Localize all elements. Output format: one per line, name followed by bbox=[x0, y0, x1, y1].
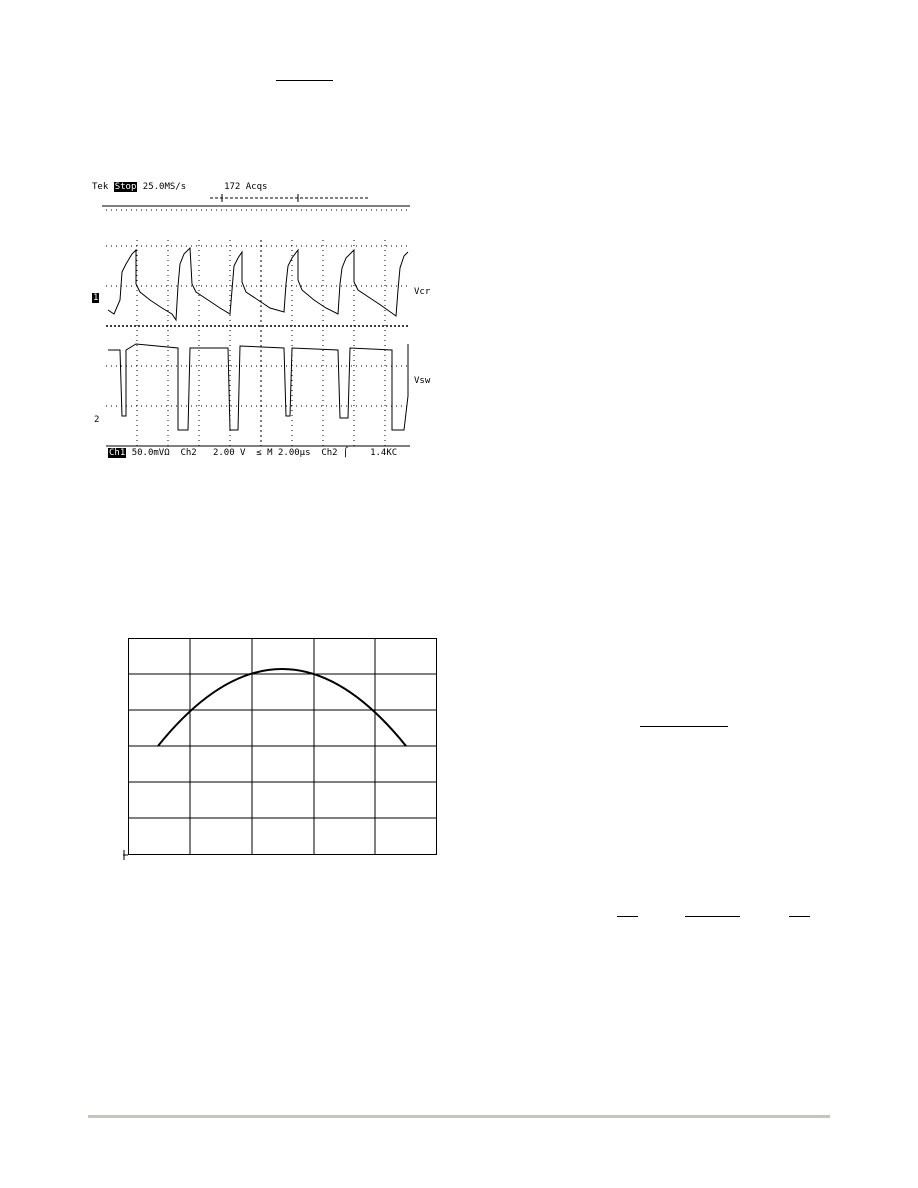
oscilloscope-capture bbox=[92, 180, 432, 462]
arc-curve bbox=[158, 669, 406, 746]
arc-plot-svg bbox=[118, 632, 443, 864]
fraction-bar-a bbox=[617, 916, 638, 917]
trace-vsw bbox=[108, 344, 408, 430]
trace1-label: Vcr bbox=[414, 287, 431, 297]
ch2-marker: 2 bbox=[94, 415, 100, 425]
scope-acqs: 172 Acqs bbox=[224, 182, 268, 192]
footer-ch1: Ch1 bbox=[109, 448, 126, 458]
fraction-bar-mid bbox=[640, 726, 728, 727]
fraction-bar-c bbox=[789, 916, 810, 917]
ch1-marker: 1 bbox=[93, 293, 99, 303]
scope-brand: Tek bbox=[92, 182, 109, 192]
trace2-label: Vsw bbox=[414, 376, 431, 386]
fraction-bar-top bbox=[276, 80, 333, 81]
scope-status: Stop bbox=[114, 182, 137, 192]
oscilloscope-graticule bbox=[92, 180, 432, 462]
footer-divider bbox=[88, 1115, 830, 1118]
arc-plot bbox=[118, 632, 443, 864]
scope-rate: 25.0MS/s bbox=[142, 182, 187, 192]
footer-settings: 50.0mVΩ Ch2 2.00 V ≤ M 2.00µs Ch2 ⌠ 1.4KC bbox=[131, 448, 398, 458]
fraction-bar-b bbox=[685, 916, 740, 917]
scope-footer bbox=[108, 448, 397, 459]
scope-header bbox=[92, 182, 267, 193]
trace-vcr bbox=[108, 248, 408, 320]
